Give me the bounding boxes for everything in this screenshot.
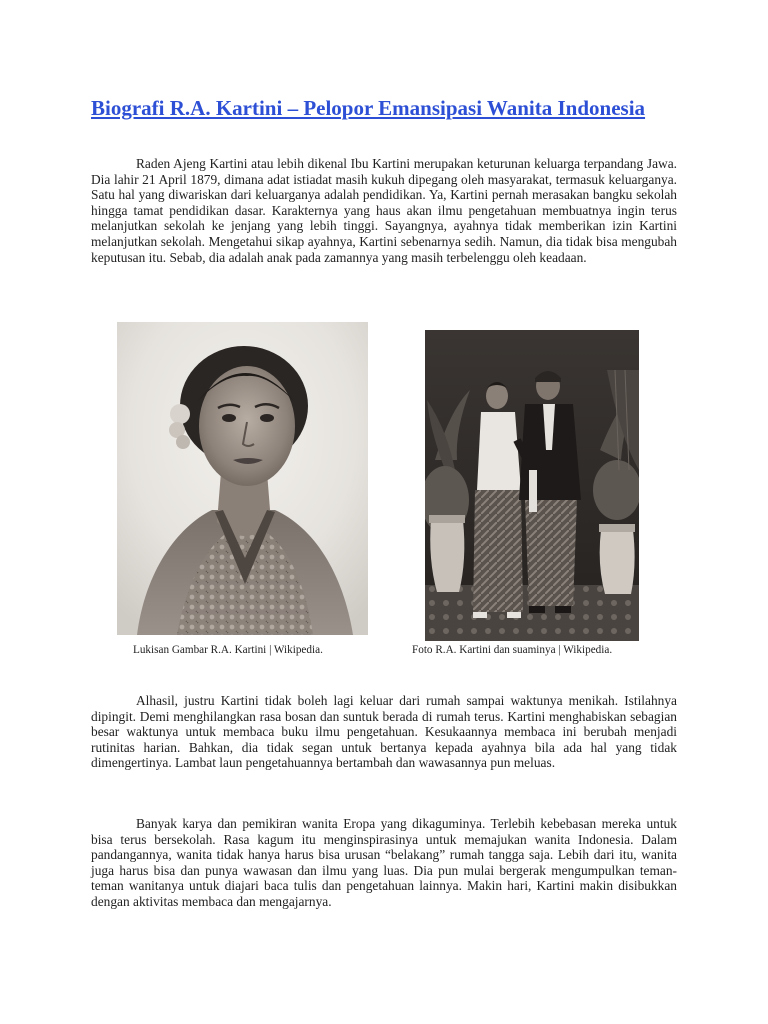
paragraph-1: Raden Ajeng Kartini atau lebih dikenal Ibu Kartini merupakan keturunan keluarga terpandang Jawa. Dia lahir 21 April 1879, dimana adat istiadat masih kukuh dipegang oleh masyarakat, termasuk keluarganya. Satu hal yang diwariskan dari keluarganya adalah pendidikan. Ya, Kartini pernah merasakan bangku sekolah hingga tamat pendidikan dasar. Karakternya yang haus akan ilmu pengetahuan membuatnya ingin terus melanjutkan sekolah ke jenjang yang lebih tinggi. Sayangnya, ayahnya tidak memberikan izin Kartini melanjutkan sekolah. Mengetahui sikap ayahnya, Kartini sebenarnya sedih. Namun, dia tidak bisa mengubah keputusan itu. Sebab, dia adalah anak pada zamannya yang masih terbelenggu oleh keadaan.	[91, 156, 677, 265]
figure-caption-1: Lukisan Gambar R.A. Kartini | Wikipedia.	[133, 644, 323, 656]
couple-photo	[425, 330, 639, 641]
paragraph-3: Banyak karya dan pemikiran wanita Eropa yang dikaguminya. Terlebih kebebasan mereka untuk bisa terus bersekolah. Rasa kagum itu menginspirasinya untuk memajukan wanita Indonesia. Dalam pandangannya, wanita tidak hanya harus bisa urusan “belakang” rumah tangga saja. Lebih dari itu, wanita juga harus bisa dan punya wawasan dan ilmu yang luas. Dia pun mulai bergerak mengumpulkan teman-teman wanitanya untuk diajari baca tulis dan pengetahuan lainnya. Makin hari, Kartini makin disibukkan dengan aktivitas membaca dan mengajarnya.	[91, 816, 677, 909]
portrait-photo	[117, 322, 368, 635]
figure-caption-2: Foto R.A. Kartini dan suaminya | Wikipedia.	[412, 644, 613, 656]
article-title-link[interactable]: Biografi R.A. Kartini – Pelopor Emansipasi Wanita Indonesia	[91, 96, 646, 120]
paragraph-2: Alhasil, justru Kartini tidak boleh lagi keluar dari rumah sampai waktunya menikah. Istilahnya dipingit. Demi menghilangkan rasa bosan dan suntuk berada di rumah terus. Kartini menghabiskan sebagian besar waktunya untuk membaca buku ilmu pengetahuan. Kesukaannya membaca ini berubah menjadi rutinitas harian. Bahkan, dia tidak segan untuk bertanya kepada ayahnya bila ada hal yang tidak dimengertinya. Lambat laun pengetahuannya bertambah dan wawasannya pun meluas.	[91, 693, 677, 771]
article-title	[91, 95, 677, 121]
